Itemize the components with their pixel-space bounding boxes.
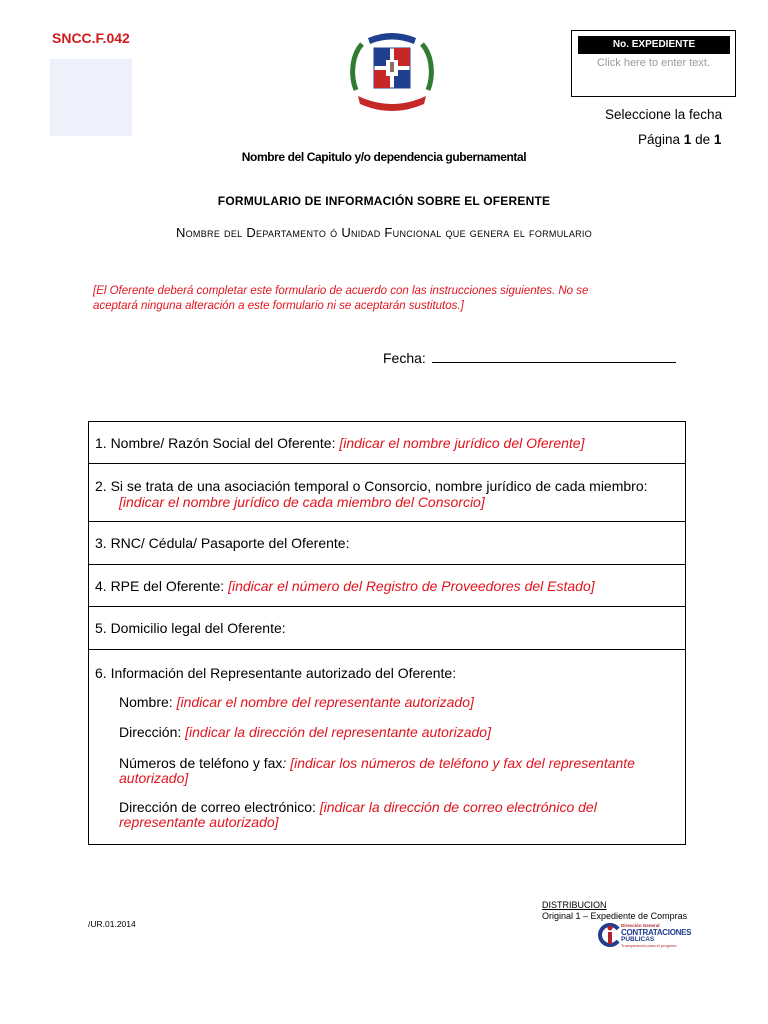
page-total: 1 [713, 132, 722, 147]
instructions-line1: [El Oferente deberá completar este formulario de acuerdo con las instrucciones siguientes. No se [93, 285, 589, 297]
page-current: 1 [683, 132, 692, 147]
rep-nombre-label: Nombre: [119, 694, 177, 710]
footer-code: /UR.01.2014 [88, 919, 136, 929]
row2-label: 2. Si se trata de una asociación temporal o Consorcio, nombre jurídico de cada miembro: [95, 478, 648, 494]
rep-telefono-colon: : [282, 755, 291, 771]
dgcp-logo-icon [598, 923, 620, 947]
table-row [89, 607, 685, 650]
row4-hint[interactable]: [indicar el número del Registro de Proveedores del Estado] [228, 578, 595, 594]
row2-hint[interactable]: [indicar el nombre jurídico de cada miembro del Consorcio] [119, 494, 485, 510]
rep-correo-hint[interactable]: [indicar la dirección de correo electrónico del [319, 799, 597, 815]
form-code: SNCC.F.042 [52, 30, 130, 46]
expediente-input[interactable]: Click here to enter text. [596, 57, 711, 69]
page-number [638, 132, 721, 147]
row3-label: 3. RNC/ Cédula/ Pasaporte del Oferente: [95, 535, 350, 551]
chapter-title: Nombre del Capitulo y/o dependencia gubernamental [241, 150, 527, 164]
department-title: Nombre del Departamento ó Unidad Funcional que genera el formulario [175, 225, 593, 240]
dgcp-line1: Dirección General [621, 923, 660, 928]
row1-hint[interactable]: [indicar el nombre jurídico del Oferente] [339, 435, 585, 451]
dgcp-line3: PÚBLICAS [621, 936, 655, 943]
rep-direccion-hint[interactable]: [indicar la dirección del representante autorizado] [185, 724, 491, 740]
expediente-box [571, 30, 736, 97]
rep-nombre-hint[interactable]: [indicar el nombre del representante autorizado] [176, 694, 474, 710]
rep-correo-hint-cont[interactable]: representante autorizado] [119, 814, 279, 830]
oferente-table [88, 421, 686, 845]
page-mid: de [691, 132, 714, 147]
footer-distribucion: DISTRIBUCION [542, 900, 607, 910]
dgcp-line4: Transparencia para el progreso [621, 943, 677, 948]
table-row [89, 565, 685, 607]
expediente-label: No. EXPEDIENTE [578, 36, 730, 54]
table-row [89, 464, 685, 522]
dgcp-line2: CONTRATACIONES [621, 928, 692, 937]
page-prefix: Página [638, 132, 684, 147]
fecha-label: Fecha: [383, 350, 426, 366]
coat-of-arms-icon [348, 30, 436, 112]
date-picker[interactable]: Seleccione la fecha [605, 107, 723, 122]
instructions-line2: aceptará ninguna alteración a este formulario ni se aceptarán sustitutos.] [93, 300, 464, 312]
row1-label: 1. Nombre/ Razón Social del Oferente: [95, 435, 340, 451]
row6-label: 6. Información del Representante autorizado del Oferente: [95, 665, 457, 681]
instructions [93, 284, 693, 314]
rep-correo-label: Dirección de correo electrónico: [119, 799, 320, 815]
fecha-field [383, 349, 676, 366]
table-row [89, 422, 685, 464]
logo-placeholder [50, 59, 132, 136]
row4-label: 4. RPE del Oferente: [95, 578, 229, 594]
rep-telefono-hint-cont[interactable]: autorizado] [119, 770, 189, 786]
row5-label: 5. Domicilio legal del Oferente: [95, 620, 286, 636]
rep-telefono-hint[interactable]: [indicar los números de teléfono y fax del representante [290, 755, 635, 771]
footer-original: Original 1 – Expediente de Compras [542, 911, 688, 921]
rep-direccion-label: Dirección: [119, 724, 186, 740]
table-row [89, 650, 685, 844]
table-row [89, 522, 685, 565]
dgcp-logo [598, 922, 690, 948]
fecha-input-line[interactable] [432, 349, 676, 363]
form-title: FORMULARIO DE INFORMACIÓN SOBRE EL OFERENTE [217, 194, 551, 208]
rep-telefono-label: Números de teléfono y fax [119, 755, 283, 771]
